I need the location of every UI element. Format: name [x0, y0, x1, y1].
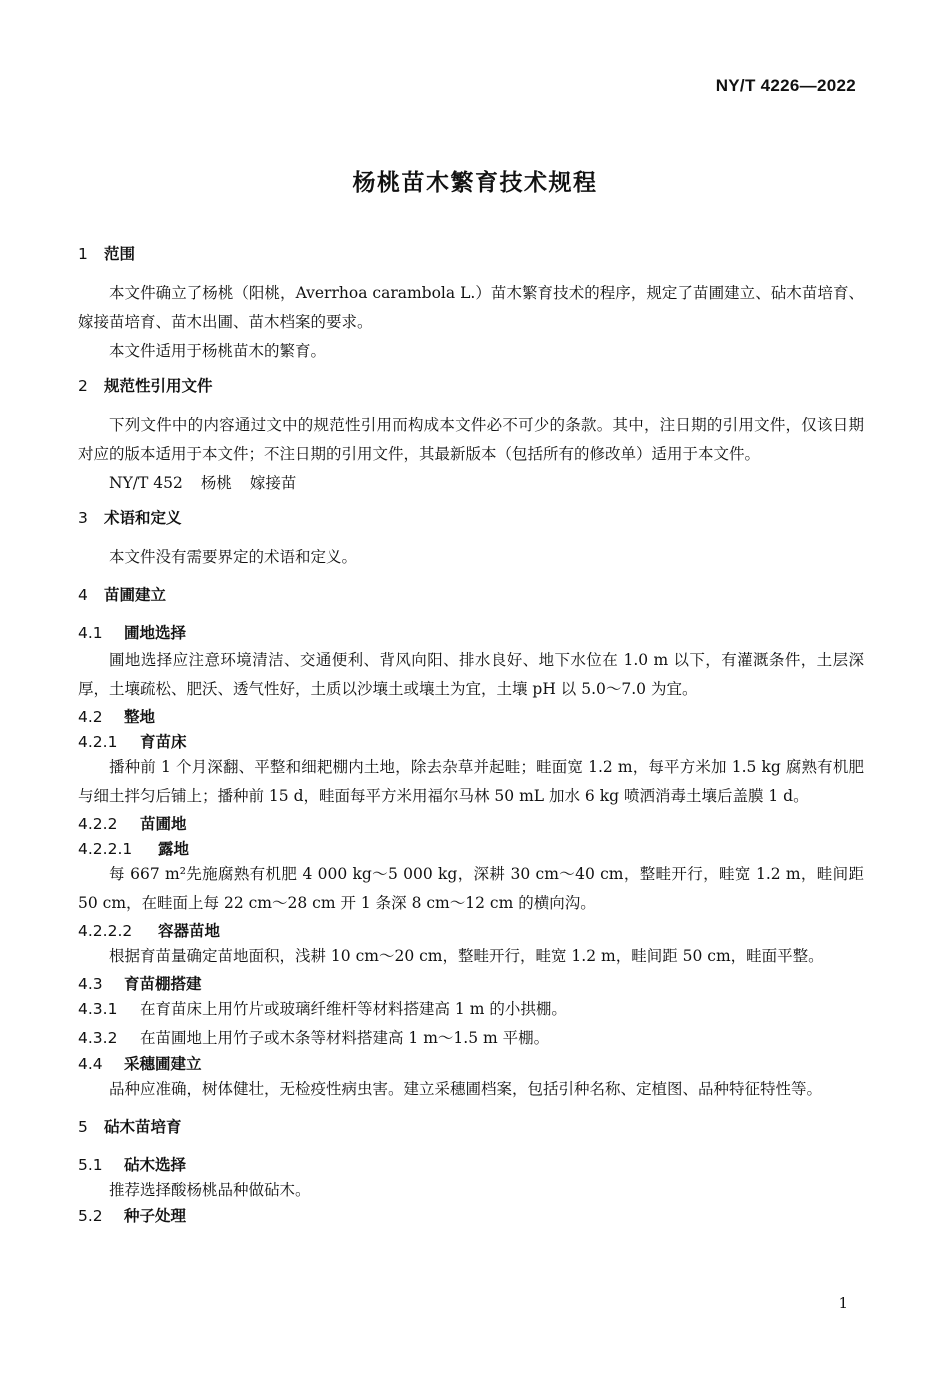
section-1-paragraph-1: 本文件确立了杨桃（阳桃，Averrhoa carambola L.）苗木繁育技术的程序，规定了苗圃建立、砧木苗培育、嫁接苗培育、苗木出圃、苗木档案的要求。	[78, 284, 864, 331]
section-5-1-heading	[78, 1154, 864, 1176]
section-number: 4.3.1	[78, 1000, 118, 1018]
section-title: 规范性引用文件	[104, 377, 213, 395]
reference-code: NY/T 452	[109, 474, 183, 492]
section-number: 4.2.2.1	[78, 840, 133, 858]
section-title: 砧木苗培育	[104, 1118, 182, 1136]
standard-code: NY/T 4226—2022	[715, 76, 856, 95]
section-4-4-heading	[78, 1053, 864, 1075]
section-4-2-heading	[78, 706, 864, 728]
section-4-3-1	[78, 995, 864, 1024]
reference-name-1: 杨桃	[200, 474, 232, 492]
document-title: 杨桃苗木繁育技术规程	[352, 170, 598, 196]
section-title: 容器苗地	[158, 922, 221, 940]
section-2-paragraph-1: 下列文件中的内容通过文中的规范性引用而构成本文件必不可少的条款。其中，注日期的引用文件，仅该日期对应的版本适用于本文件；不注日期的引用文件，其最新版本（包括所有的修改单）适用于本文件。	[78, 416, 864, 463]
section-title: 苗圃地	[140, 815, 187, 833]
section-4-heading	[78, 584, 864, 606]
normative-reference	[78, 469, 864, 498]
section-4-2-2-2-heading	[78, 920, 864, 942]
section-number: 4.4	[78, 1055, 103, 1073]
section-number: 5.2	[78, 1207, 103, 1225]
section-number: 4.3	[78, 975, 103, 993]
section-number: 3	[78, 509, 88, 527]
section-2-heading	[78, 375, 864, 397]
section-4-2-1-heading	[78, 731, 864, 753]
section-3-heading	[78, 507, 864, 529]
section-title: 范围	[104, 245, 136, 263]
section-text: 在育苗床上用竹片或玻璃纤维杆等材料搭建高 1 m 的小拱棚。	[140, 1000, 567, 1018]
section-title: 整地	[124, 708, 156, 726]
section-title: 育苗床	[140, 733, 187, 751]
section-title: 圃地选择	[124, 624, 187, 642]
section-number: 5.1	[78, 1156, 103, 1174]
section-text: 在苗圃地上用竹子或木条等材料搭建高 1 m～1.5 m 平棚。	[140, 1029, 550, 1047]
section-4-2-2-heading	[78, 813, 864, 835]
section-number: 1	[78, 245, 88, 263]
section-5-2-heading	[78, 1205, 864, 1227]
section-5-1-paragraph: 推荐选择酸杨桃品种做砧木。	[109, 1181, 311, 1199]
section-title: 种子处理	[124, 1207, 187, 1225]
section-4-4-paragraph: 品种应准确，树体健壮，无检疫性病虫害。建立采穗圃档案，包括引种名称、定植图、品种特征特性等。	[109, 1080, 823, 1098]
section-number: 5	[78, 1118, 88, 1136]
section-title: 苗圃建立	[104, 586, 167, 604]
reference-name-2: 嫁接苗	[249, 474, 297, 492]
page-number: 1	[838, 1294, 848, 1312]
section-3-paragraph-1: 本文件没有需要界定的术语和定义。	[109, 548, 358, 566]
section-4-3-heading	[78, 973, 864, 995]
section-5-heading	[78, 1116, 864, 1138]
section-1-heading	[78, 243, 864, 265]
section-4-2-2-1-paragraph: 每 667 m²先施腐熟有机肥 4 000 kg～5 000 kg，深耕 30 cm～40 cm，整畦开行，畦宽 1.2 m，畦间距 50 cm，在畦面上每 22 cm～28 cm 开 1 条深 8 cm～12 cm 的横向沟。	[78, 865, 864, 912]
document-body	[78, 243, 864, 1227]
section-number: 4.2	[78, 708, 103, 726]
section-4-2-2-1-heading	[78, 838, 864, 860]
section-number: 4.2.2.2	[78, 922, 133, 940]
section-number: 4	[78, 586, 88, 604]
section-title: 砧木选择	[124, 1156, 187, 1174]
section-4-2-1-paragraph: 播种前 1 个月深翻、平整和细耙棚内土地，除去杂草并起畦；畦面宽 1.2 m，每平方米加 1.5 kg 腐熟有机肥与细土拌匀后铺上；播种前 15 d，畦面每平方米用福尔马林 50 mL 加水 6 kg 喷洒消毒土壤后盖膜 1 d。	[78, 758, 864, 805]
section-number: 2	[78, 377, 88, 395]
section-4-1-paragraph: 圃地选择应注意环境清洁、交通便利、背风向阳、排水良好、地下水位在 1.0 m 以下，有灌溉条件，土层深厚，土壤疏松、肥沃、透气性好，土质以沙壤土或壤土为宜，土壤 pH 以 5.0～7.0 为宜。	[78, 651, 864, 698]
section-number: 4.1	[78, 624, 103, 642]
section-number: 4.2.2	[78, 815, 118, 833]
section-title: 育苗棚搭建	[124, 975, 202, 993]
section-title: 采穗圃建立	[124, 1055, 202, 1073]
section-4-1-heading	[78, 622, 864, 644]
section-4-2-2-2-paragraph: 根据育苗量确定苗地面积，浅耕 10 cm～20 cm，整畦开行，畦宽 1.2 m，畦间距 50 cm，畦面平整。	[109, 947, 824, 965]
section-title: 术语和定义	[104, 509, 182, 527]
section-4-3-2	[78, 1024, 864, 1053]
section-number: 4.2.1	[78, 733, 118, 751]
section-number: 4.3.2	[78, 1029, 118, 1047]
section-title: 露地	[158, 840, 190, 858]
section-1-paragraph-2: 本文件适用于杨桃苗木的繁育。	[109, 342, 327, 360]
